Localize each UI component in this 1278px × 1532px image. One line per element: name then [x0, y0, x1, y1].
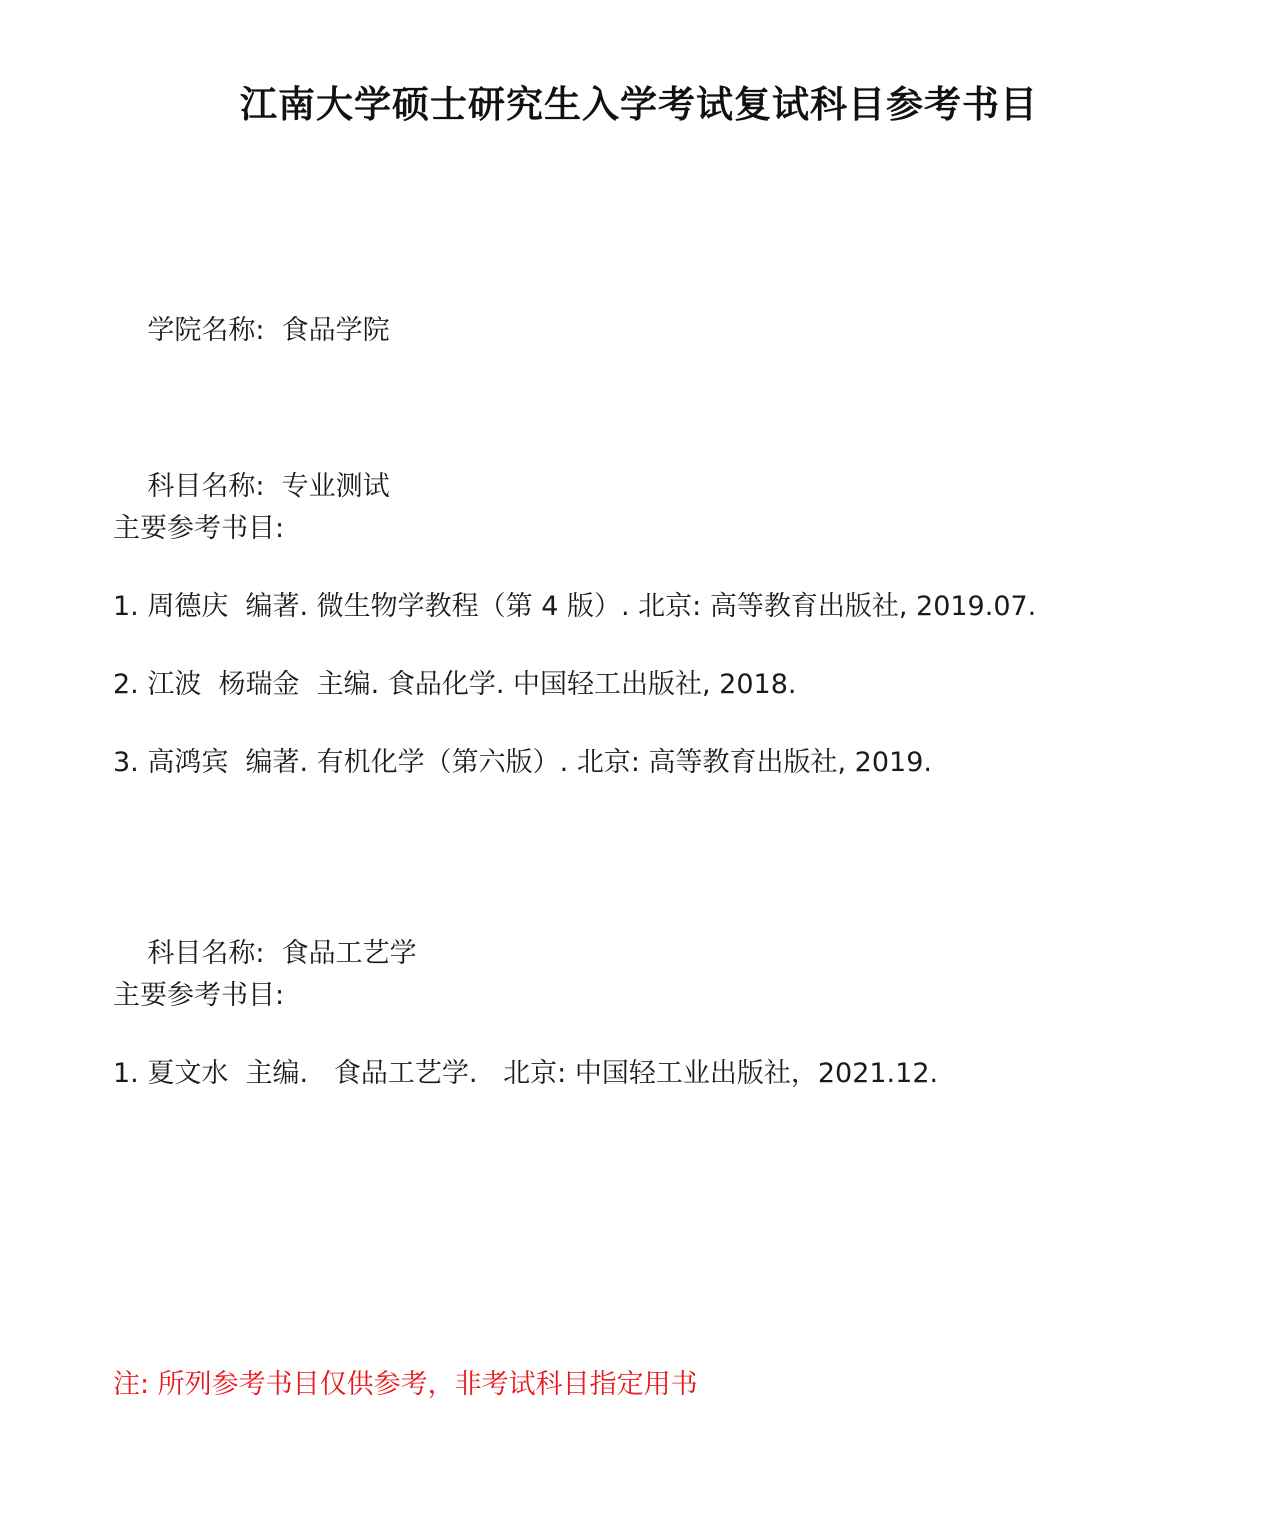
reference-book-item: 1. 夏文水 主编. 食品工艺学. 北京: 中国轻工业出版社，2021.12. [113, 1058, 939, 1089]
reference-books-label: 主要参考书目: [113, 980, 285, 1011]
college-line [113, 277, 390, 385]
subject-name-label: 科目名称: [147, 471, 265, 502]
subject-name: 食品工艺学 [281, 938, 417, 969]
reference-book-item: 3. 高鸿宾 编著. 有机化学（第六版）. 北京: 高等教育出版社, 2019. [113, 747, 932, 778]
subject-name: 专业测试 [281, 471, 390, 502]
document-title: 江南大学硕士研究生入学考试复试科目参考书目 [240, 83, 1038, 126]
reference-book-item: 1. 周德庆 编著. 微生物学教程（第 4 版）. 北京: 高等教育出版社, 2019.07. [113, 591, 1037, 622]
reference-books-label: 主要参考书目: [113, 513, 285, 544]
college-label: 学院名称: [147, 315, 265, 346]
reference-book-item: 2. 江波 杨瑞金 主编. 食品化学. 中国轻工出版社, 2018. [113, 669, 797, 700]
footnote: 注: 所列参考书目仅供参考，非考试科目指定用书 [113, 1369, 698, 1400]
college-value: 食品学院 [281, 315, 390, 346]
subject-name-label: 科目名称: [147, 938, 265, 969]
